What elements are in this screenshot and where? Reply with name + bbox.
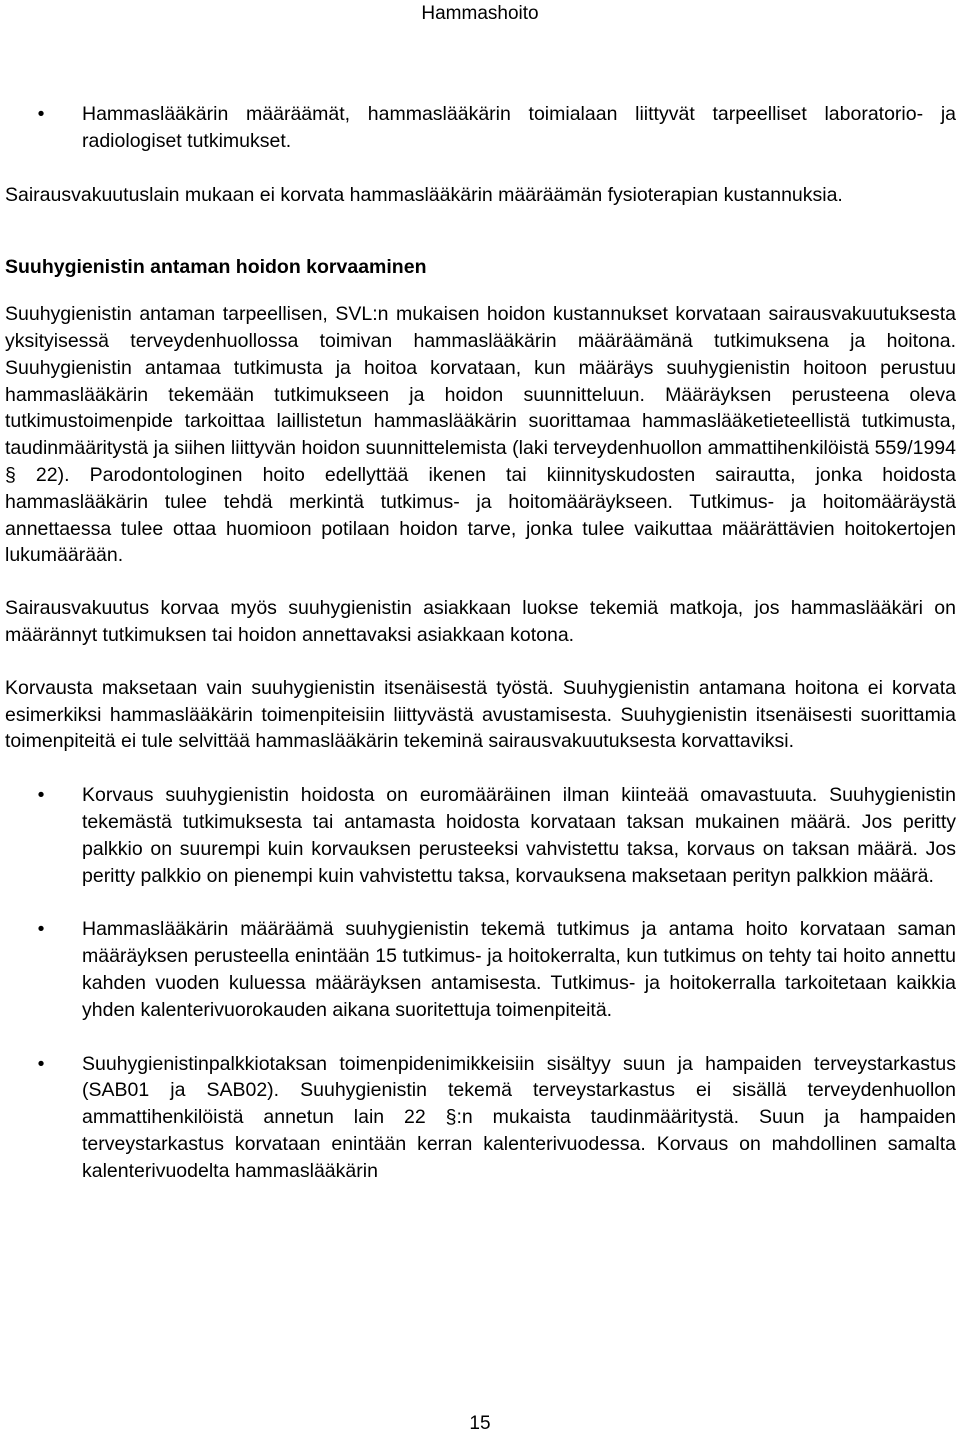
paragraph-korvausta: Korvausta maksetaan vain suuhygienistin itsenäisestä työstä. Suuhygienistin antamana hoitona ei korvata esimerkiksi hammaslääkärin toimenpiteisiin liittyvästä avustamisesta. Suuhygienistin itsenäisesti suorittamia toimenpiteitä ei tule selvittää hammaslääkärin tekeminä sairausvakuutuksesta korvattaviksi.	[5, 676, 956, 753]
bullet-icon: •	[37, 784, 45, 807]
paragraph-matkat: Sairausvakuutus korvaa myös suuhygienistin asiakkaan luokse tekemiä matkoja, jos hammaslääkäri on määrännyt tutkimuksen tai hoidon annettavaksi asiakkaan kotona.	[5, 597, 956, 646]
bullet-text: Suuhygienistinpalkkiotaksan toimenpidenimikkeisiin sisältyy suun ja hampaiden terveystarkastus (SAB01 ja SAB02). Suuhygienistin tekemä terveystarkastus ei sisällä terveydenhuollon ammattihenkilöistä annetun lain 22 §:n mukaista taudinmääritystä. Suun ja hampaiden terveystarkastus korvataan enintään kerran kalenterivuodessa. Korvaus on mahdollinen samalta kalenterivuodelta hammaslääkärin	[82, 1052, 956, 1182]
bullet-text: Korvaus suuhygienistin hoidosta on euromääräinen ilman kiinteää omavastuuta. Suuhygienistin tekemästä tutkimuksesta tai antamasta hoidosta korvataan taksan mukainen määrä. Jos peritty palkkio on suurempi kuin korvauksen perusteeksi vahvistettu taksa, korvaus on taksan määrä. Jos peritty palkkio on pienempi kuin vahvistettu taksa, korvauksena maksetaan perityn palkkion määrä.	[82, 784, 956, 887]
bullet-item-laboratorio	[5, 101, 956, 155]
paragraph-korvaaminen: Suuhygienistin antaman tarpeellisen, SVL:n mukaisen hoidon kustannukset korvataan sairausvakuutuksesta yksityisessä terveydenhuollossa toimivan hammaslääkärin määräämänä tutkimuksena ja hoitona. Suuhygienistin antamaa tutkimusta ja hoitoa korvataan, kun määräys suuhygienistin hoitoon perustuu hammaslääkärin tekemään tutkimukseen ja hoidon suunnitteluun. Määräyksen perusteena oleva tutkimustoimenpide tarkoittaa laillistetun hammaslääkärin suorittamaa hammaslääketieteellistä tutkimusta, taudinmääritystä ja siihen liittyvän hoidon suunnittelemista (laki terveydenhuollon ammattihenkilöistä 559/1994 § 22). Parodontologinen hoito edellyttää ikenen tai kiinnityskudosten sairautta, jonka hoidosta hammaslääkärin tulee tehdä merkintä tutkimus- ja hoitomääräykseen. Tutkimus- ja hoitomääräystä annettaessa tulee ottaa huomioon potilaan hoidon tarve, jonka tulee vaikuttaa määrättävien hoitokertojen lukumäärään.	[5, 303, 956, 567]
bullet-icon: •	[37, 103, 45, 125]
bullet-icon: •	[37, 918, 45, 941]
page-content	[5, 101, 956, 1185]
bullet-icon: •	[37, 1052, 45, 1075]
bullet-text: Hammaslääkärin määräämä suuhygienistin tekemä tutkimus ja antama hoito korvataan saman määräyksen perusteella enintään 15 tutkimus- ja hoitokerralta, kun tutkimus on tehty tai hoito annettu kahden vuoden kuluessa määräyksen antamisesta. Tutkimus- ja hoitokerralla tarkoitetaan kaikkia yhden kalenterivuorokauden aikana suoritettuja toimenpiteitä.	[82, 918, 956, 1021]
section-heading: Suuhygienistin antaman hoidon korvaaminen	[5, 256, 427, 279]
bullet-text: Hammaslääkärin määräämät, hammaslääkärin toimialaan liittyvät tarpeelliset laboratorio- ja radiologiset tutkimukset.	[82, 103, 956, 152]
bullet-item-korvaus	[5, 782, 956, 889]
page-header: Hammashoito	[421, 3, 539, 24]
bullet-item-terveystarkastus	[5, 1051, 956, 1185]
paragraph-fysioterapia: Sairausvakuutuslain mukaan ei korvata hammaslääkärin määräämän fysioterapian kustannuksia.	[5, 183, 843, 206]
page-number: 15	[469, 1413, 491, 1434]
bullet-item-maarays	[5, 916, 956, 1023]
